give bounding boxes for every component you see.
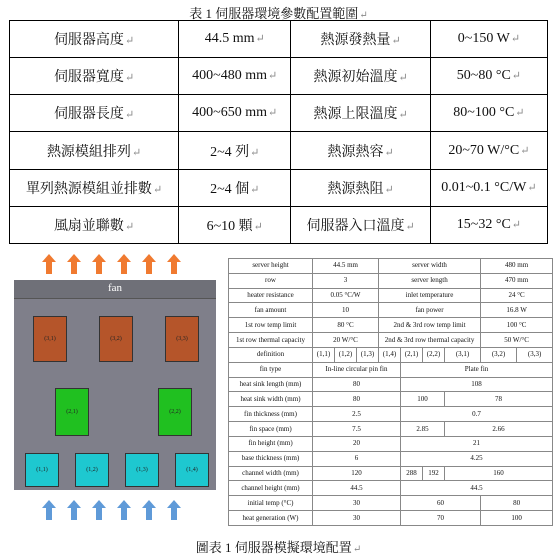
env-row [229, 333, 553, 348]
env-cell: 4.25 [401, 451, 553, 466]
env-cell: (1,4) [379, 347, 401, 362]
param-row [10, 169, 548, 206]
airflow-arrow-icon [92, 500, 106, 520]
airflow-arrow-icon [167, 500, 181, 520]
env-row [229, 347, 553, 362]
param-cell: 伺服器長度↵ [10, 95, 179, 132]
env-cell: server width [379, 259, 481, 274]
param-cell: 400~650 mm↵ [179, 95, 291, 132]
env-cell: 50 W/°C [481, 333, 553, 348]
heat-module: (1,2) [75, 453, 109, 487]
env-cell: fan amount [229, 303, 313, 318]
env-cell: Plate fin [401, 362, 553, 377]
env-cell: 6 [313, 451, 401, 466]
param-row [10, 95, 548, 132]
param-cell: 熱源初始溫度↵ [291, 58, 430, 95]
param-cell: 熱源熱阻↵ [291, 169, 430, 206]
env-cell: 470 mm [481, 273, 553, 288]
env-cell: (1,3) [357, 347, 379, 362]
param-cell: 單列熱源模組並排數↵ [10, 169, 179, 206]
env-cell: 3 [313, 273, 379, 288]
param-cell: 熱源熱容↵ [291, 132, 430, 169]
env-cell: fin thickness (mm) [229, 407, 313, 422]
env-cell: 120 [313, 466, 401, 481]
param-row [10, 206, 548, 243]
env-cell: 2nd & 3rd row thermal capacity [379, 333, 481, 348]
env-row [229, 422, 553, 437]
env-cell: 30 [313, 496, 401, 511]
env-cell: 192 [423, 466, 445, 481]
env-cell: (3,3) [517, 347, 553, 362]
param-cell: 風扇並聯數↵ [10, 206, 179, 243]
env-cell: 20 W/°C [313, 333, 379, 348]
heat-module: (2,2) [158, 388, 192, 436]
heat-module: (1,1) [25, 453, 59, 487]
env-cell: 2.85 [401, 422, 445, 437]
env-cell: 44.5 [313, 481, 401, 496]
env-cell: 78 [445, 392, 553, 407]
heat-module: (1,4) [175, 453, 209, 487]
env-cell: fin height (mm) [229, 436, 313, 451]
env-cell: 2nd & 3rd row temp limit [379, 318, 481, 333]
param-cell: 0.01~0.1 °C/W↵ [430, 169, 547, 206]
env-cell: fin type [229, 362, 313, 377]
env-cell: base thickness (mm) [229, 451, 313, 466]
table1-caption: 表 1 伺服器環境參數配置範圍↵ [189, 6, 368, 21]
env-row [229, 392, 553, 407]
env-row [229, 362, 553, 377]
env-row [229, 496, 553, 511]
env-cell: (3,1) [445, 347, 481, 362]
env-cell: heat sink length (mm) [229, 377, 313, 392]
heat-module: (3,3) [165, 316, 199, 362]
param-cell: 熱源模組排列↵ [10, 132, 179, 169]
env-row [229, 377, 553, 392]
airflow-arrow-icon [42, 254, 56, 274]
env-row [229, 466, 553, 481]
env-cell: 21 [401, 436, 553, 451]
env-cell: 7.5 [313, 422, 401, 437]
env-cell: 80 °C [313, 318, 379, 333]
env-cell: 1st row temp limit [229, 318, 313, 333]
env-cell: 480 mm [481, 259, 553, 274]
env-cell: 100 [481, 511, 553, 526]
env-cell: 20 [313, 436, 401, 451]
fan-bar: fan [14, 280, 216, 299]
param-row [10, 21, 548, 58]
env-cell: 80 [481, 496, 553, 511]
param-cell: 2~4 列↵ [179, 132, 291, 169]
param-row [10, 58, 548, 95]
airflow-arrow-icon [67, 254, 81, 274]
env-cell: channel width (mm) [229, 466, 313, 481]
env-cell: (2,1) [401, 347, 423, 362]
param-cell: 44.5 mm↵ [179, 21, 291, 58]
param-cell: 0~150 W↵ [430, 21, 547, 58]
env-cell: 108 [401, 377, 553, 392]
env-cell: 288 [401, 466, 423, 481]
server-schematic [12, 252, 222, 522]
env-row [229, 303, 553, 318]
env-cell: 44.5 mm [313, 259, 379, 274]
env-cell: 100 [401, 392, 445, 407]
env-row [229, 288, 553, 303]
env-cell: initial temp (°C) [229, 496, 313, 511]
env-cell: definition [229, 347, 313, 362]
env-cell: 1st row thermal capacity [229, 333, 313, 348]
env-cell: channel height (mm) [229, 481, 313, 496]
env-cell: 44.5 [401, 481, 553, 496]
env-row [229, 407, 553, 422]
env-cell: 70 [401, 511, 481, 526]
env-cell: heat generation (W) [229, 511, 313, 526]
env-cell: row [229, 273, 313, 288]
param-cell: 伺服器寬度↵ [10, 58, 179, 95]
param-cell: 15~32 °C↵ [430, 206, 547, 243]
env-cell: 2.5 [313, 407, 401, 422]
env-row [229, 259, 553, 274]
env-cell: fin space (mm) [229, 422, 313, 437]
param-cell: 80~100 °C↵ [430, 95, 547, 132]
env-cell: inlet temperature [379, 288, 481, 303]
airflow-arrow-icon [117, 500, 131, 520]
env-cell: fan power [379, 303, 481, 318]
param-cell: 伺服器入口溫度↵ [291, 206, 430, 243]
figure-caption: 圖表 1 伺服器模擬環境配置↵ [195, 540, 362, 555]
env-row [229, 481, 553, 496]
airflow-arrow-icon [167, 254, 181, 274]
env-cell: (1,1) [313, 347, 335, 362]
env-cell: 160 [445, 466, 553, 481]
env-cell: heater resistance [229, 288, 313, 303]
env-cell: server height [229, 259, 313, 274]
airflow-arrow-icon [92, 254, 106, 274]
env-cell: (2,2) [423, 347, 445, 362]
env-cell: 30 [313, 511, 401, 526]
env-cell: 80 [313, 377, 401, 392]
env-cell: 2.66 [445, 422, 553, 437]
env-row [229, 451, 553, 466]
env-cell: 16.8 W [481, 303, 553, 318]
simulation-environment-table [228, 258, 553, 526]
param-cell: 400~480 mm↵ [179, 58, 291, 95]
env-cell: In-line circular pin fin [313, 362, 401, 377]
env-cell: heat sink width (mm) [229, 392, 313, 407]
airflow-arrow-icon [67, 500, 81, 520]
env-row [229, 436, 553, 451]
server-parameter-table [9, 20, 548, 244]
env-cell: 10 [313, 303, 379, 318]
env-row [229, 273, 553, 288]
param-cell: 6~10 顆↵ [179, 206, 291, 243]
airflow-arrow-icon [42, 500, 56, 520]
param-cell: 50~80 °C↵ [430, 58, 547, 95]
env-cell: (3,2) [481, 347, 517, 362]
airflow-arrow-icon [142, 500, 156, 520]
param-cell: 伺服器高度↵ [10, 21, 179, 58]
heat-module: (3,1) [33, 316, 67, 362]
param-cell: 熱源發熱量↵ [291, 21, 430, 58]
env-cell: 100 °C [481, 318, 553, 333]
airflow-arrow-icon [117, 254, 131, 274]
param-cell: 20~70 W/°C↵ [430, 132, 547, 169]
env-cell: 0.05 °C/W [313, 288, 379, 303]
heat-module: (3,2) [99, 316, 133, 362]
env-cell: server length [379, 273, 481, 288]
env-cell: 60 [401, 496, 481, 511]
heat-module: (2,1) [55, 388, 89, 436]
env-row [229, 511, 553, 526]
env-cell: 80 [313, 392, 401, 407]
param-row [10, 132, 548, 169]
heat-module: (1,3) [125, 453, 159, 487]
env-row [229, 318, 553, 333]
airflow-arrow-icon [142, 254, 156, 274]
env-cell: 24 °C [481, 288, 553, 303]
param-cell: 2~4 個↵ [179, 169, 291, 206]
env-cell: 0.7 [401, 407, 553, 422]
param-cell: 熱源上限溫度↵ [291, 95, 430, 132]
env-cell: (1,2) [335, 347, 357, 362]
